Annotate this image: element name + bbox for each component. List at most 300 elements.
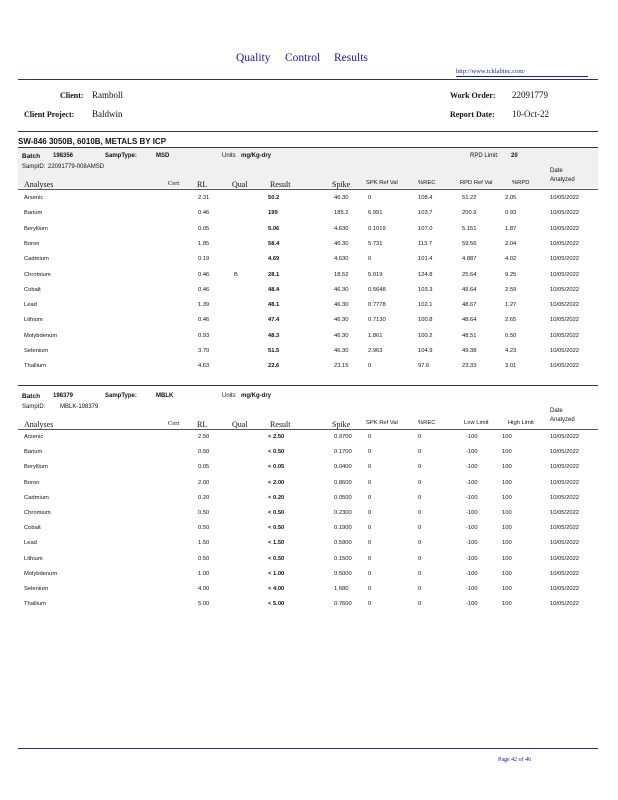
cell-rec: 97.6 [418, 363, 430, 370]
cell-analyte: Barium [24, 210, 43, 217]
cell-rec: 0 [418, 570, 422, 577]
units-value: mg/Kg-dry [241, 393, 271, 399]
cell-high-limit: 100 [502, 464, 512, 471]
cell-analyte: Lithium [24, 317, 43, 324]
cell-result: < 5.00 [268, 601, 285, 608]
client-value: Ramboll [92, 90, 123, 100]
project-value: Baldwin [92, 109, 123, 119]
col-date: Date [550, 408, 563, 414]
table-row [18, 195, 598, 210]
cell-analyte: Molybdenum [24, 332, 58, 339]
cell-spk-ref-val: 0 [368, 601, 372, 608]
cell-spike: 0.9700 [334, 434, 352, 440]
cell-rl: 0.46 [198, 317, 210, 324]
cell-analyte: Selenium [24, 586, 49, 592]
cell-rpd-ref-val: 5.151 [462, 225, 477, 232]
page-number: Page 42 of 46 [498, 757, 532, 763]
cell-low-limit: -100 [466, 586, 478, 592]
col-analyzed: Analyzed [550, 417, 575, 423]
cell-result: < 0.05 [268, 464, 285, 471]
cell-analyte: Beryllium [24, 464, 48, 471]
cell-rpd-ref-val: 48.51 [462, 332, 477, 339]
cell-rpd-ref-val: 23.33 [462, 363, 477, 370]
cell-analyte: Arsenic [24, 195, 44, 201]
cell-spk-ref-val: 0 [368, 256, 372, 263]
cell-result: < 2.00 [268, 479, 285, 486]
cell-result: < 4.00 [268, 586, 285, 592]
cell-analyte: Beryllium [24, 225, 48, 232]
cell-spike: 0.5000 [334, 570, 352, 577]
cell-rl: 1.50 [198, 540, 210, 547]
cell-analyte: Molybdenum [24, 570, 58, 577]
cell-result: 47.4 [268, 317, 280, 324]
cell-result: < 0.20 [268, 494, 285, 501]
cell-high-limit: 100 [502, 449, 512, 456]
cell-high-limit: 100 [502, 601, 512, 608]
cell-date-analyzed: 10/05/2022 [550, 240, 580, 247]
cell-spike: 0.2300 [334, 510, 352, 516]
cell-rl: 5.00 [198, 601, 210, 608]
batch-label: Batch [22, 153, 41, 160]
header-rule-bottom [18, 131, 598, 132]
cell-date-analyzed: 10/05/2022 [550, 555, 580, 562]
table-row [18, 571, 598, 586]
cell-rl: 0.50 [198, 525, 210, 532]
rpd-limit-value: 20 [511, 153, 518, 159]
table-row [18, 586, 598, 601]
col-spike: Spike [332, 420, 351, 429]
cell-analyte: Thallium [24, 601, 46, 608]
cell-spk-ref-val: 0 [368, 195, 372, 201]
cell-spk-ref-val: 5.019 [368, 271, 383, 278]
cell-spike: 0.7600 [334, 601, 352, 608]
cell-rl: 1.39 [198, 302, 210, 309]
cell-rec: 0 [418, 540, 422, 547]
cell-spike: 46.30 [334, 302, 349, 309]
cell-low-limit: -100 [466, 449, 478, 456]
cell-spk-ref-val: 0.5648 [368, 286, 386, 293]
cell-high-limit: 100 [502, 555, 512, 562]
cell-spk-ref-val: 0.7778 [368, 302, 386, 309]
cell-date-analyzed: 10/05/2022 [550, 363, 580, 370]
cell-low-limit: -100 [466, 601, 478, 608]
cell-analyte: Chromium [24, 510, 51, 516]
cell-rpd: 0.50 [505, 332, 517, 339]
table-row [18, 317, 598, 332]
cell-analyte: Selenium [24, 348, 49, 354]
cell-result: < 0.50 [268, 449, 285, 456]
cell-rpd: 4.02 [505, 256, 517, 263]
cell-spk-ref-val: 6.991 [368, 210, 383, 217]
sampid-label: SampID: [22, 164, 46, 170]
samptype-label: SampType: [105, 153, 137, 159]
table-row [18, 256, 598, 271]
cell-date-analyzed: 10/05/2022 [550, 271, 580, 278]
cell-date-analyzed: 10/05/2022 [550, 210, 580, 217]
cell-result: 51.5 [268, 348, 280, 354]
cell-spike: 46.30 [334, 286, 349, 293]
cell-rpd: 2.59 [505, 286, 517, 293]
table-row [18, 540, 598, 555]
cell-result: < 1.50 [268, 540, 285, 547]
cell-spike: 46.30 [334, 195, 349, 201]
cell-rpd: 2.04 [505, 240, 517, 247]
cell-rl: 0.50 [198, 510, 210, 516]
cell-rpd: 2.05 [505, 195, 517, 201]
col-analyses: Analyses [24, 420, 54, 429]
cell-date-analyzed: 10/05/2022 [550, 256, 580, 263]
table-row [18, 287, 598, 302]
cell-spk-ref-val: 0 [368, 479, 372, 486]
col-rec: %REC [418, 420, 436, 426]
table-row [18, 495, 598, 510]
cell-spike: 185.2 [334, 210, 349, 217]
title-word-control: Control [285, 52, 321, 64]
cell-rpd-ref-val: 59.56 [462, 240, 477, 247]
col-result: Result [270, 180, 291, 189]
col-spk-ref-val: SPK Ref Val [366, 180, 398, 186]
table-row [18, 210, 598, 225]
col-qual: Qual [232, 420, 248, 429]
cell-high-limit: 100 [502, 540, 512, 547]
cell-spike: 0.1700 [334, 449, 352, 456]
cell-spk-ref-val: 1.861 [368, 332, 383, 339]
samptype-value: MSD [156, 153, 170, 159]
cell-spike: 4.630 [334, 225, 349, 232]
cell-high-limit: 100 [502, 570, 512, 577]
cell-low-limit: -100 [466, 540, 478, 547]
col-date: Date [550, 168, 563, 174]
cell-result: 22.6 [268, 363, 280, 370]
cell-rl: 4.63 [198, 363, 210, 370]
cell-result: 50.2 [268, 195, 280, 201]
cell-analyte: Lead [24, 302, 37, 309]
cell-analyte: Lead [24, 540, 37, 547]
cell-rpd-ref-val: 4.887 [462, 256, 477, 263]
cell-low-limit: -100 [466, 555, 478, 562]
cell-analyte: Cobalt [24, 286, 41, 293]
cell-rpd-ref-val: 25.64 [462, 271, 477, 278]
col-result: Result [270, 420, 291, 429]
sampid-value: 22091779-008AMSD [48, 164, 105, 170]
cell-rpd: 3.01 [505, 363, 517, 370]
cell-rec: 100.2 [418, 332, 433, 339]
col-cert: Cert [168, 180, 180, 187]
cell-spike: 1.680 [334, 586, 349, 592]
cell-spk-ref-val: 0 [368, 494, 372, 501]
cell-rl: 0.46 [198, 286, 210, 293]
work-order-label: Work Order: [450, 91, 496, 100]
cell-date-analyzed: 10/05/2022 [550, 449, 580, 456]
cell-rec: 0 [418, 555, 422, 562]
cell-result: 199 [268, 210, 278, 217]
cell-spk-ref-val: 5.731 [368, 240, 383, 247]
cell-analyte: Barium [24, 449, 43, 456]
cell-low-limit: -100 [466, 464, 478, 471]
units-value: mg/Kg-dry [241, 153, 271, 159]
batch-section-msd [18, 148, 598, 378]
cell-result: < 0.50 [268, 555, 285, 562]
cell-result: 58.4 [268, 240, 280, 247]
col-spk-ref-val: SPK Ref Val [366, 420, 398, 426]
cell-rpd-ref-val: 49.38 [462, 348, 477, 354]
cell-date-analyzed: 10/05/2022 [550, 317, 580, 324]
cell-rec: 102.1 [418, 302, 433, 309]
cell-rec: 0 [418, 494, 422, 501]
col-header-rule [18, 189, 598, 190]
report-date-label: Report Date: [450, 110, 495, 119]
cell-analyte: Boron [24, 240, 40, 247]
cell-rec: 0 [418, 479, 422, 486]
table-row [18, 333, 598, 348]
cell-spk-ref-val: 0 [368, 363, 372, 370]
work-order-value: 22091779 [512, 90, 548, 100]
batch-label: Batch [22, 393, 41, 400]
cell-spk-ref-val: 0 [368, 570, 372, 577]
cell-spike: 0.1900 [334, 525, 352, 532]
col-rl: RL [197, 420, 208, 429]
cell-result: < 2.50 [268, 434, 285, 440]
rpd-limit-label: RPD Limit: [470, 153, 499, 159]
cell-rpd: 2.65 [505, 317, 517, 324]
cell-analyte: Arsenic [24, 434, 44, 440]
cell-date-analyzed: 10/05/2022 [550, 510, 580, 516]
table-row [18, 480, 598, 495]
table-row [18, 601, 598, 616]
cell-spk-ref-val: 0.7130 [368, 317, 386, 324]
cell-date-analyzed: 10/05/2022 [550, 601, 580, 608]
cell-date-analyzed: 10/05/2022 [550, 195, 580, 201]
cell-result: < 1.00 [268, 570, 285, 577]
col-rpd: %RPD [512, 180, 530, 186]
cell-low-limit: -100 [466, 525, 478, 532]
cell-rl: 0.50 [198, 555, 210, 562]
cell-result: 28.1 [268, 271, 280, 278]
cell-spike: 46.30 [334, 240, 349, 247]
col-cert: Cert [168, 420, 180, 427]
cell-spk-ref-val: 2.963 [368, 348, 383, 354]
col-analyzed: Analyzed [550, 177, 575, 183]
cell-date-analyzed: 10/05/2022 [550, 479, 580, 486]
cell-analyte: Cadmium [24, 256, 49, 263]
cell-date-analyzed: 10/05/2022 [550, 464, 580, 471]
cell-high-limit: 100 [502, 434, 512, 440]
col-rec: %REC [418, 180, 436, 186]
cell-low-limit: -100 [466, 479, 478, 486]
units-label: Units [222, 393, 236, 399]
cell-rl: 3.70 [198, 348, 210, 354]
cell-rec: 108.4 [418, 195, 433, 201]
cell-spk-ref-val: 0 [368, 464, 372, 471]
cell-rec: 0 [418, 510, 422, 516]
title-word-results: Results [334, 52, 368, 64]
sampid-value: MBLK-198379 [60, 404, 99, 410]
col-qual: Qual [232, 180, 248, 189]
method-title: SW-846 3050B, 6010B, METALS BY ICP [18, 137, 598, 148]
cell-spk-ref-val: 0 [368, 525, 372, 532]
cell-rl: 1.00 [198, 570, 210, 577]
cell-rec: 0 [418, 449, 422, 456]
cell-high-limit: 100 [502, 510, 512, 516]
cell-spike: 46.30 [334, 348, 349, 354]
table-row [18, 302, 598, 317]
cell-low-limit: -100 [466, 434, 478, 440]
cell-high-limit: 100 [502, 479, 512, 486]
batch-section-mblk [18, 388, 598, 618]
table-row [18, 434, 598, 449]
cell-rec: 107.0 [418, 225, 433, 232]
cell-result: 48.3 [268, 332, 280, 339]
cell-rec: 0 [418, 586, 422, 592]
cell-rl: 2.50 [198, 434, 210, 440]
cell-result: < 0.50 [268, 525, 285, 532]
cell-rec: 0 [418, 525, 422, 532]
table-row [18, 348, 598, 363]
cell-rec: 103.3 [418, 286, 433, 293]
table-row [18, 241, 598, 256]
cell-rpd: 1.27 [505, 302, 517, 309]
cell-spk-ref-val: 0 [368, 586, 372, 592]
cell-rec: 0 [418, 464, 422, 471]
footer-rule [18, 748, 598, 749]
col-high-limit: High Limit [508, 420, 534, 426]
col-analyses: Analyses [24, 180, 54, 189]
cell-high-limit: 100 [502, 494, 512, 501]
cell-analyte: Boron [24, 479, 40, 486]
cell-date-analyzed: 10/05/2022 [550, 525, 580, 532]
cell-rl: 1.85 [198, 240, 210, 247]
cell-rl: 0.05 [198, 225, 210, 232]
cell-spk-ref-val: 0 [368, 449, 372, 456]
cell-rec: 124.8 [418, 271, 433, 278]
cell-rpd-ref-val: 200.9 [462, 210, 477, 217]
cell-analyte: Lithium [24, 555, 43, 562]
report-date-value: 10-Oct-22 [512, 109, 549, 119]
cell-analyte: Cadmium [24, 494, 49, 501]
cell-rec: 104.9 [418, 348, 433, 354]
project-label: Client Project: [24, 110, 75, 119]
cell-high-limit: 100 [502, 586, 512, 592]
cell-analyte: Cobalt [24, 525, 41, 532]
table-row [18, 510, 598, 525]
cell-spike: 0.8600 [334, 479, 352, 486]
cell-rl: 2.00 [198, 479, 210, 486]
cell-date-analyzed: 10/05/2022 [550, 332, 580, 339]
cell-rpd-ref-val: 48.64 [462, 317, 477, 324]
cell-rec: 103.7 [418, 210, 433, 217]
cell-rpd-ref-val: 51.22 [462, 195, 477, 201]
cell-spike: 46.30 [334, 317, 349, 324]
table-row [18, 363, 598, 378]
cell-date-analyzed: 10/05/2022 [550, 348, 580, 354]
sampid-label: SampID: [22, 404, 46, 410]
cell-rl: 0.46 [198, 271, 210, 278]
samptype-label: SampType: [105, 393, 137, 399]
cell-date-analyzed: 10/05/2022 [550, 225, 580, 232]
cell-spk-ref-val: 0 [368, 540, 372, 547]
cell-rl: 0.05 [198, 464, 210, 471]
cell-rec: 0 [418, 601, 422, 608]
cell-date-analyzed: 10/05/2022 [550, 494, 580, 501]
cell-analyte: Thallium [24, 363, 46, 370]
cell-spike: 4.630 [334, 256, 349, 263]
cell-rpd-ref-val: 49.64 [462, 286, 477, 293]
lab-website-link[interactable]: http://www.tcklabinc.com/ [456, 68, 588, 77]
table-row [18, 272, 598, 287]
batch-id: 198379 [53, 393, 74, 399]
cell-result: < 0.50 [268, 510, 285, 516]
cell-spike: 0.0400 [334, 464, 352, 471]
table-row [18, 449, 598, 464]
cell-rec: 0 [418, 434, 422, 440]
table-row [18, 464, 598, 479]
title-word-quality: Quality [236, 52, 271, 64]
cell-rl: 2.31 [198, 195, 210, 201]
cell-date-analyzed: 10/05/2022 [550, 434, 580, 440]
cell-result: 48.1 [268, 302, 280, 309]
cell-date-analyzed: 10/05/2022 [550, 586, 580, 592]
cell-spk-ref-val: 0 [368, 510, 372, 516]
cell-date-analyzed: 10/05/2022 [550, 302, 580, 309]
cell-spike: 0.5900 [334, 540, 352, 547]
col-rl: RL [197, 180, 208, 189]
cell-date-analyzed: 10/05/2022 [550, 540, 580, 547]
col-rpd-ref-val: RPD Ref Val [460, 180, 493, 186]
cell-low-limit: -100 [466, 494, 478, 501]
cell-rl: 4.00 [198, 586, 210, 592]
table-row [18, 226, 598, 241]
cell-spk-ref-val: 0.1019 [368, 225, 386, 232]
cell-spk-ref-val: 0 [368, 555, 372, 562]
cell-qual: B [234, 271, 238, 278]
cell-rec: 100.8 [418, 317, 433, 324]
cell-low-limit: -100 [466, 570, 478, 577]
cell-date-analyzed: 10/05/2022 [550, 570, 580, 577]
cell-rl: 0.93 [198, 332, 210, 339]
cell-rl: 0.46 [198, 210, 210, 217]
cell-result: 4.69 [268, 256, 280, 263]
cell-result: 48.4 [268, 286, 280, 293]
table-row [18, 525, 598, 540]
cell-rpd: 4.23 [505, 348, 517, 354]
cell-rl: 0.20 [198, 494, 210, 501]
col-spike: Spike [332, 180, 351, 189]
cell-rpd: 0.93 [505, 210, 517, 217]
units-label: Units [222, 153, 236, 159]
client-label: Client: [60, 91, 84, 100]
section-divider [18, 385, 598, 386]
samptype-value: MBLK [156, 393, 174, 399]
cell-analyte: Chromium [24, 271, 51, 278]
table-row [18, 556, 598, 571]
cell-spike: 46.30 [334, 332, 349, 339]
cell-date-analyzed: 10/05/2022 [550, 286, 580, 293]
cell-rpd-ref-val: 48.67 [462, 302, 477, 309]
cell-spike: 0.1500 [334, 555, 352, 562]
cell-rec: 101.4 [418, 256, 433, 263]
batch-id: 198356 [53, 153, 74, 159]
cell-spike: 23.15 [334, 363, 349, 370]
cell-spike: 0.0500 [334, 494, 352, 501]
header-rule-top [18, 79, 598, 80]
cell-rpd: 9.25 [505, 271, 517, 278]
cell-high-limit: 100 [502, 525, 512, 532]
cell-result: 5.06 [268, 225, 280, 232]
cell-low-limit: -100 [466, 510, 478, 516]
cell-rpd: 1.87 [505, 225, 517, 232]
cell-rl: 0.50 [198, 449, 210, 456]
cell-spk-ref-val: 0 [368, 434, 372, 440]
